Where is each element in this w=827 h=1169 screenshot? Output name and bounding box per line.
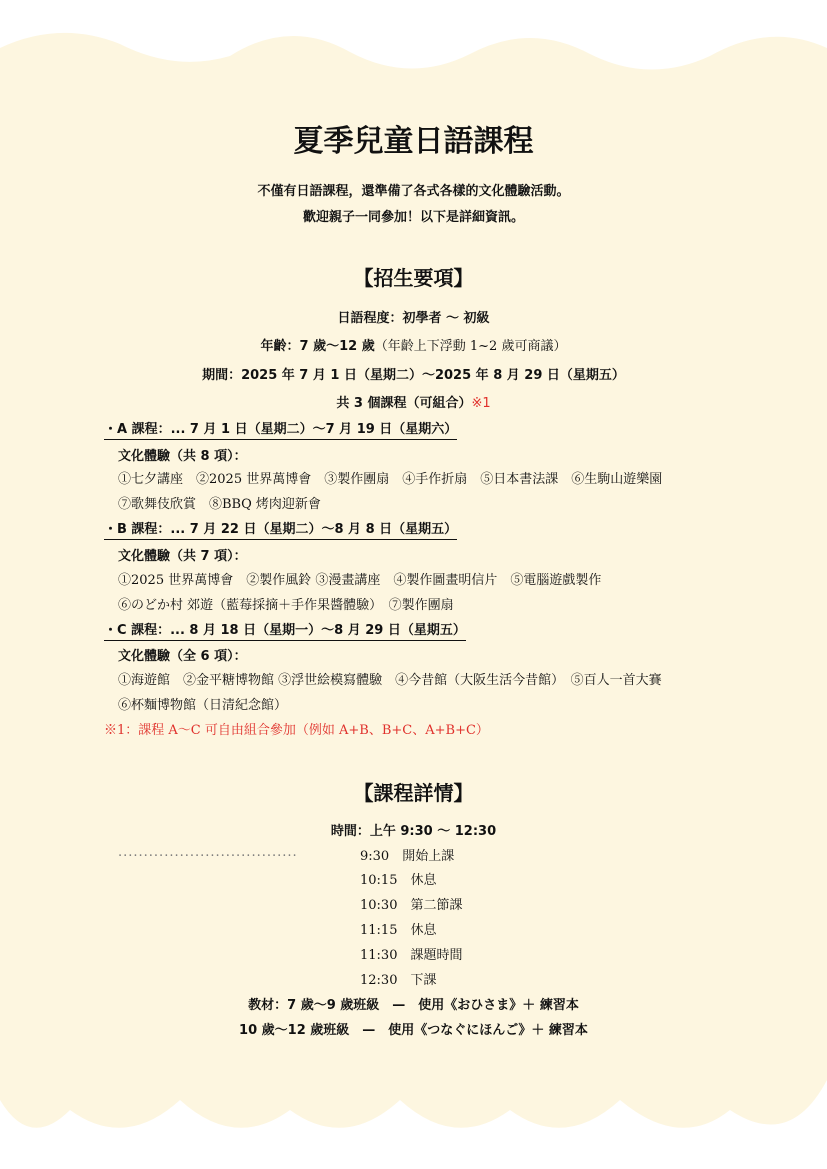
- schedule-item: 9:30 開始上課: [360, 849, 455, 864]
- course-b-sub: 文化體驗（共 7 項）：: [118, 549, 247, 564]
- time-line: 時間：上午 9:30 ～ 12:30: [330, 824, 497, 839]
- schedule-item: 10:30 第二節課: [360, 898, 463, 913]
- schedule-leader-dots: ...................................: [118, 845, 298, 860]
- schedule-item: 10:15 休息: [360, 873, 437, 888]
- age-line: [0, 335, 827, 354]
- course-b-header: ・B 課程：... 7 月 22 日（星期二）〜8 月 8 日（星期五）: [104, 518, 457, 540]
- courses-count: 共 3 個課程（可組合）: [336, 396, 472, 411]
- intro-line-1: 不僅有日語課程，還準備了各式各樣的文化體驗活動。: [257, 184, 570, 199]
- age-bold: 年齡：7 歲〜12 歲: [260, 339, 375, 354]
- enrollment-heading: 【招生要項】: [353, 266, 474, 290]
- courses-count-line: [0, 392, 827, 411]
- intro-line-2: 歡迎親子一同參加！以下是詳細資訊。: [302, 210, 524, 225]
- schedule-item: 11:30 課題時間: [360, 948, 463, 963]
- materials-line-2: 10 歲〜12 歲班級 — 使用《つなぐにほんご》＋ 練習本: [239, 1023, 588, 1038]
- schedule-item: 12:30 下課: [360, 973, 437, 988]
- course-c-sub: 文化體驗（全 6 項）：: [118, 649, 247, 664]
- materials-line-1: 教材：7 歲〜9 歲班級 — 使用《おひさま》＋ 練習本: [248, 998, 579, 1013]
- period-line: 期間：2025 年 7 月 1 日（星期二）〜2025 年 8 月 29 日（星期五）: [202, 368, 625, 383]
- page-title: 夏季兒童日語課程: [293, 124, 534, 159]
- courses-mark: ※1: [471, 396, 491, 411]
- course-c-header: ・C 課程：... 8 月 18 日（星期一）〜8 月 29 日（星期五）: [104, 619, 466, 641]
- course-a-header: ・A 課程：... 7 月 1 日（星期二）〜7 月 19 日（星期六）: [104, 418, 457, 440]
- course-b-line-2: ⑥のどか村 郊遊（藍莓採摘＋手作果醬體驗） ⑦製作團扇: [118, 598, 454, 613]
- course-b-line-1: ①2025 世界萬博會 ②製作風鈴 ③漫畫講座 ④製作圖畫明信片 ⑤電腦遊戲製作: [118, 573, 602, 588]
- course-a-sub: 文化體驗（共 8 項）：: [118, 449, 247, 464]
- course-a-line-1: ①七夕講座 ②2025 世界萬博會 ③製作團扇 ④手作折扇 ⑤日本書法課 ⑥生駒山遊樂園: [118, 472, 663, 487]
- details-heading: 【課程詳情】: [353, 781, 474, 805]
- age-note: （年齡上下浮動 1~2 歲可商議）: [374, 339, 567, 354]
- course-a-line-2: ⑦歌舞伎欣賞 ⑧BBQ 烤肉迎新會: [118, 497, 321, 512]
- level-line: 日語程度：初學者 ～ 初級: [337, 311, 490, 326]
- course-c-line-1: ①海遊館 ②金平糖博物館 ③浮世絵模寫體驗 ④今昔館（大阪生活今昔館） ⑤百人一首大賽: [118, 673, 662, 688]
- combination-note: ※1：課程 A〜C 可自由組合參加（例如 A+B、B+C、A+B+C）: [104, 723, 489, 738]
- schedule-item: 11:15 休息: [360, 923, 437, 938]
- course-c-line-2: ⑥杯麵博物館（日清紀念館）: [118, 698, 288, 713]
